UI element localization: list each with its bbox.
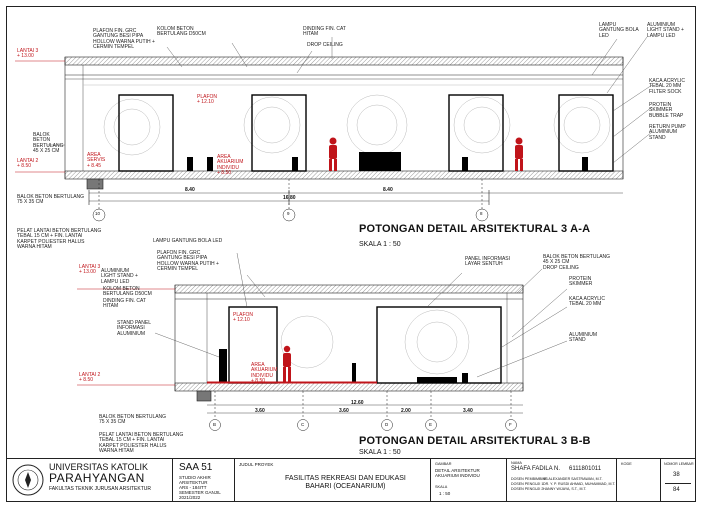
label-kaca-a: KACA ACRYLIC TEBAL 20 MM FILTER SOCK bbox=[649, 78, 686, 95]
label-pelat-a: PELAT LANTAI BETON BERTULANG TEBAL 15 CM + FIN. LANTAI KARPET POLIESTER HALUS WARNA HITAM bbox=[17, 228, 102, 251]
level-lantai3-a: LANTAI 3 + 13.00 bbox=[17, 48, 39, 60]
drawing-scale: 1 : 50 bbox=[439, 491, 451, 496]
advisor-roles: DOSEN PEMBIMBING DOSEN PENGUJI 1 DOSEN PENGUJI 2 bbox=[511, 477, 548, 491]
dim-b-3: 2.00 bbox=[401, 408, 411, 414]
label-area-akuarium-b: AREA AKUARIUM INDIVIDU + 8.50 bbox=[251, 362, 278, 385]
section-title-bb: POTONGAN DETAIL ARSITEKTURAL 3 B-B bbox=[359, 435, 591, 447]
sheet-number: 38 bbox=[673, 472, 680, 478]
label-drop-ceiling-a: DROP CEILING bbox=[307, 42, 343, 48]
level-lantai3-b: LANTAI 3 + 13.00 bbox=[79, 264, 101, 276]
grid-b-c: C bbox=[301, 422, 305, 427]
level-lantai2-b: LANTAI 2 + 8.50 bbox=[79, 372, 101, 384]
advisor-names: IR. ALEXANDER SASTRAWAN, M.T. DR. Y. P. RUSDI AHMAD, MUHAMMAD, M.T. HANNY WIJAYA, S.T., M.T. bbox=[543, 477, 616, 491]
drawing-sheet bbox=[6, 6, 696, 502]
author-cell bbox=[507, 459, 617, 502]
label-pelat-b: PELAT LANTAI BETON BERTULANG TEBAL 15 CM + FIN. LANTAI KARPET POLIESTER HALUS WARNA HITAM bbox=[99, 432, 184, 455]
label-aluminium-a: ALUMINIUM LIGHT STAND + LAMPU LED bbox=[647, 22, 684, 39]
drawing-name: DETAIL ARSITEKTUR AKUARIUM INDIVIDU bbox=[435, 468, 480, 478]
section-bb bbox=[77, 250, 567, 431]
dim-b-4: 3.40 bbox=[463, 408, 473, 414]
sheet-total: 84 bbox=[673, 487, 680, 493]
section-scale-bb: SKALA 1 : 50 bbox=[359, 449, 401, 456]
grid-a-10: 10 bbox=[95, 211, 101, 216]
studio-info: STUDIO AKHIR ARSITEKTUR ARS - 184ITT SEMESTER GANJIL 2021/2022 bbox=[179, 475, 221, 500]
label-lampu-b: LAMPU GANTUNG BOLA LED bbox=[153, 238, 223, 244]
label-panel-b: PANEL INFORMASI LAYAR SENTUH bbox=[465, 256, 511, 268]
label-return-pump-a: RETURN PUMP ALUMINIUM STAND bbox=[649, 124, 686, 141]
university-seal-icon bbox=[11, 463, 45, 497]
scale-label: SKALA bbox=[435, 485, 448, 489]
course-code: SAA 51 bbox=[179, 462, 213, 473]
label-dinding-a: DINDING FIN. CAT HITAM bbox=[303, 26, 346, 38]
grid-a-8: 8 bbox=[480, 211, 483, 216]
university-cell bbox=[7, 459, 173, 502]
sheet-number-cell bbox=[661, 459, 695, 502]
faculty-name: FAKULTAS TEKNIK JURUSAN ARSITEKTUR bbox=[49, 486, 151, 492]
label-plafon-a: PLAFON FIN. GRC GANTUNG BESI PIPA HOLLOW WARNA PUTIH + CERMIN TEMPEL bbox=[93, 28, 155, 51]
label-balok75-a: BALOK BETON BERTULANG 75 X 35 CM bbox=[17, 194, 85, 206]
label-balok-a: BALOK BETON BERTULANG 45 X 25 CM bbox=[33, 132, 64, 155]
university-line1: UNIVERSITAS KATOLIK bbox=[49, 462, 149, 472]
dim-b-total: 12.60 bbox=[351, 400, 364, 406]
label-protein-b: PROTEIN SKIMMER bbox=[569, 276, 593, 288]
code-label: KODE bbox=[621, 462, 632, 466]
level-lantai2-a: LANTAI 2 + 8.50 bbox=[17, 158, 39, 170]
label-stand-panel-b: STAND PANEL INFORMASI ALUMINIUM bbox=[117, 320, 151, 337]
label-balok75-b: BALOK BETON BERTULANG 75 X 35 CM bbox=[99, 414, 167, 426]
title-block bbox=[7, 458, 695, 502]
project-label: JUDUL PROYEK bbox=[239, 462, 274, 467]
course-cell bbox=[173, 459, 235, 502]
label-balok-b: BALOK BETON BERTULANG 45 X 25 CM DROP CEILING bbox=[543, 254, 611, 271]
level-plafon-a: PLAFON + 12.10 bbox=[197, 94, 218, 106]
grid-b-f: F bbox=[509, 422, 512, 427]
label-protein-a: PROTEIN SKIMMER BUBBLE TRAP bbox=[649, 102, 684, 119]
grid-b-e: E bbox=[429, 422, 433, 427]
section-aa bbox=[15, 37, 652, 221]
project-cell bbox=[235, 459, 431, 502]
sheet-divider bbox=[665, 483, 691, 484]
label-dinding-b: DINDING FIN. CAT HITAM bbox=[103, 298, 146, 310]
label-aluminium-b: ALUMINIUM LIGHT STAND + LAMPU LED bbox=[101, 268, 138, 285]
label-kolom-b: KOLOM BETON BERTULANG D50CM bbox=[103, 286, 152, 298]
author-name: SHAFA FADILA N. bbox=[511, 466, 561, 472]
label-area-akuarium-a: AREA AKUARIUM INDIVIDU + 8.50 bbox=[217, 154, 244, 177]
level-plafon-b: PLAFON + 12.10 bbox=[233, 312, 254, 324]
sheet-number-label: NOMOR LEMBAR bbox=[664, 462, 694, 466]
drawing-cell bbox=[431, 459, 507, 502]
label-al-stand-b: ALUMINIUM STAND bbox=[569, 332, 598, 344]
code-cell bbox=[617, 459, 661, 502]
label-plafon-b: PLAFON FIN. GRC GANTUNG BESI PIPA HOLLOW WARNA PUTIH + CERMIN TEMPEL bbox=[157, 250, 219, 273]
label-kolom-a: KOLOM BETON BERTULANG D50CM bbox=[157, 26, 206, 38]
dim-b-2: 3.60 bbox=[339, 408, 349, 414]
drawing-label: GAMBAR bbox=[435, 462, 452, 466]
grid-a-9: 9 bbox=[287, 211, 290, 216]
grid-b-b: B bbox=[213, 422, 217, 427]
section-drawings bbox=[7, 7, 695, 457]
dim-b-1: 3.60 bbox=[255, 408, 265, 414]
section-scale-aa: SKALA 1 : 50 bbox=[359, 241, 401, 248]
dim-a-2: 8.40 bbox=[383, 187, 393, 193]
name-label: NAMA bbox=[511, 461, 522, 465]
dim-a-1: 8.40 bbox=[185, 187, 195, 193]
author-npm: 6111801011 bbox=[569, 466, 602, 472]
university-line2: PARAHYANGAN bbox=[49, 471, 145, 485]
label-kaca-b: KACA ACRYLIC TEBAL 20 MM bbox=[569, 296, 606, 308]
grid-b-d: D bbox=[385, 422, 389, 427]
label-lampu-a: LAMPU GANTUNG BOLA LED bbox=[599, 22, 639, 39]
dim-a-total: 16.80 bbox=[283, 195, 296, 201]
project-title: FASILITAS REKREASI DAN EDUKASI BAHARI (OCEANARIUM) bbox=[285, 475, 406, 490]
section-title-aa: POTONGAN DETAIL ARSITEKTURAL 3 A-A bbox=[359, 223, 591, 235]
label-area-servis: AREA SERVIS + 8.45 bbox=[87, 152, 106, 169]
